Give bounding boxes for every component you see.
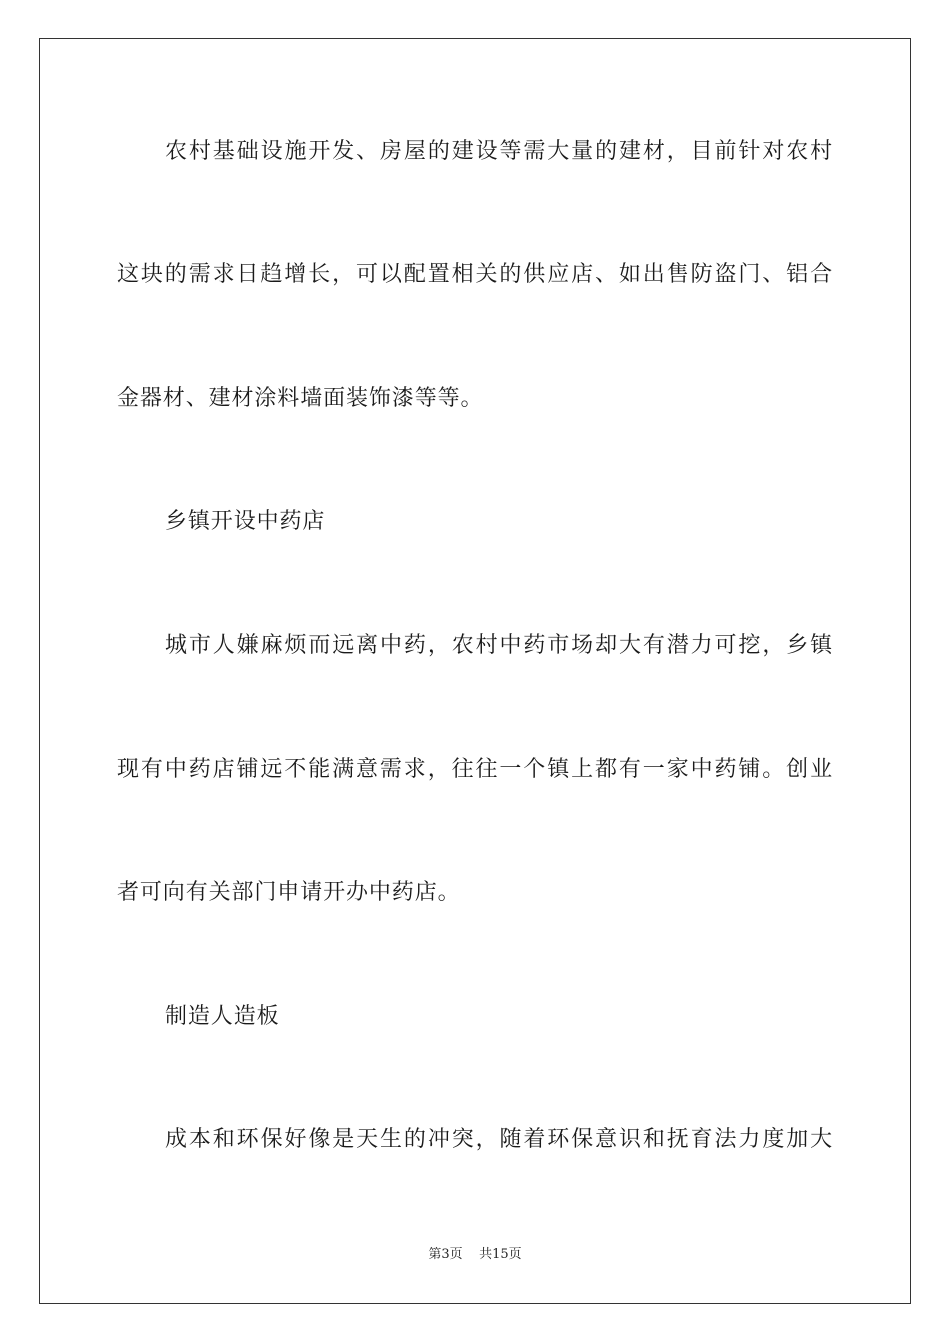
page-number: 第3页	[428, 1247, 463, 1262]
page-border	[39, 38, 911, 1304]
paragraph-line-3: 金器材、建材涂料墙面装饰漆等等。	[117, 386, 484, 411]
total-pages: 共15页	[479, 1247, 522, 1262]
paragraph-line-4: 城市人嫌麻烦而远离中药，农村中药市场却大有潜力可挖，乡镇	[165, 633, 833, 658]
paragraph-line-7: 成本和环保好像是天生的冲突，随着环保意识和抚育法力度加大	[165, 1127, 833, 1152]
section-heading-artificial-board: 制造人造板	[165, 1004, 280, 1029]
paragraph-line-5: 现有中药店铺远不能满意需求，往往一个镇上都有一家中药铺。创业	[117, 757, 833, 782]
paragraph-line-1: 农村基础设施开发、房屋的建设等需大量的建材，目前针对农村	[165, 139, 833, 164]
section-heading-chinese-medicine-shop: 乡镇开设中药店	[165, 509, 326, 534]
paragraph-line-2: 这块的需求日趋增长，可以配置相关的供应店、如出售防盗门、铝合	[117, 262, 833, 287]
paragraph-line-6: 者可向有关部门申请开办中药店。	[117, 880, 461, 905]
page-footer	[0, 1246, 950, 1264]
